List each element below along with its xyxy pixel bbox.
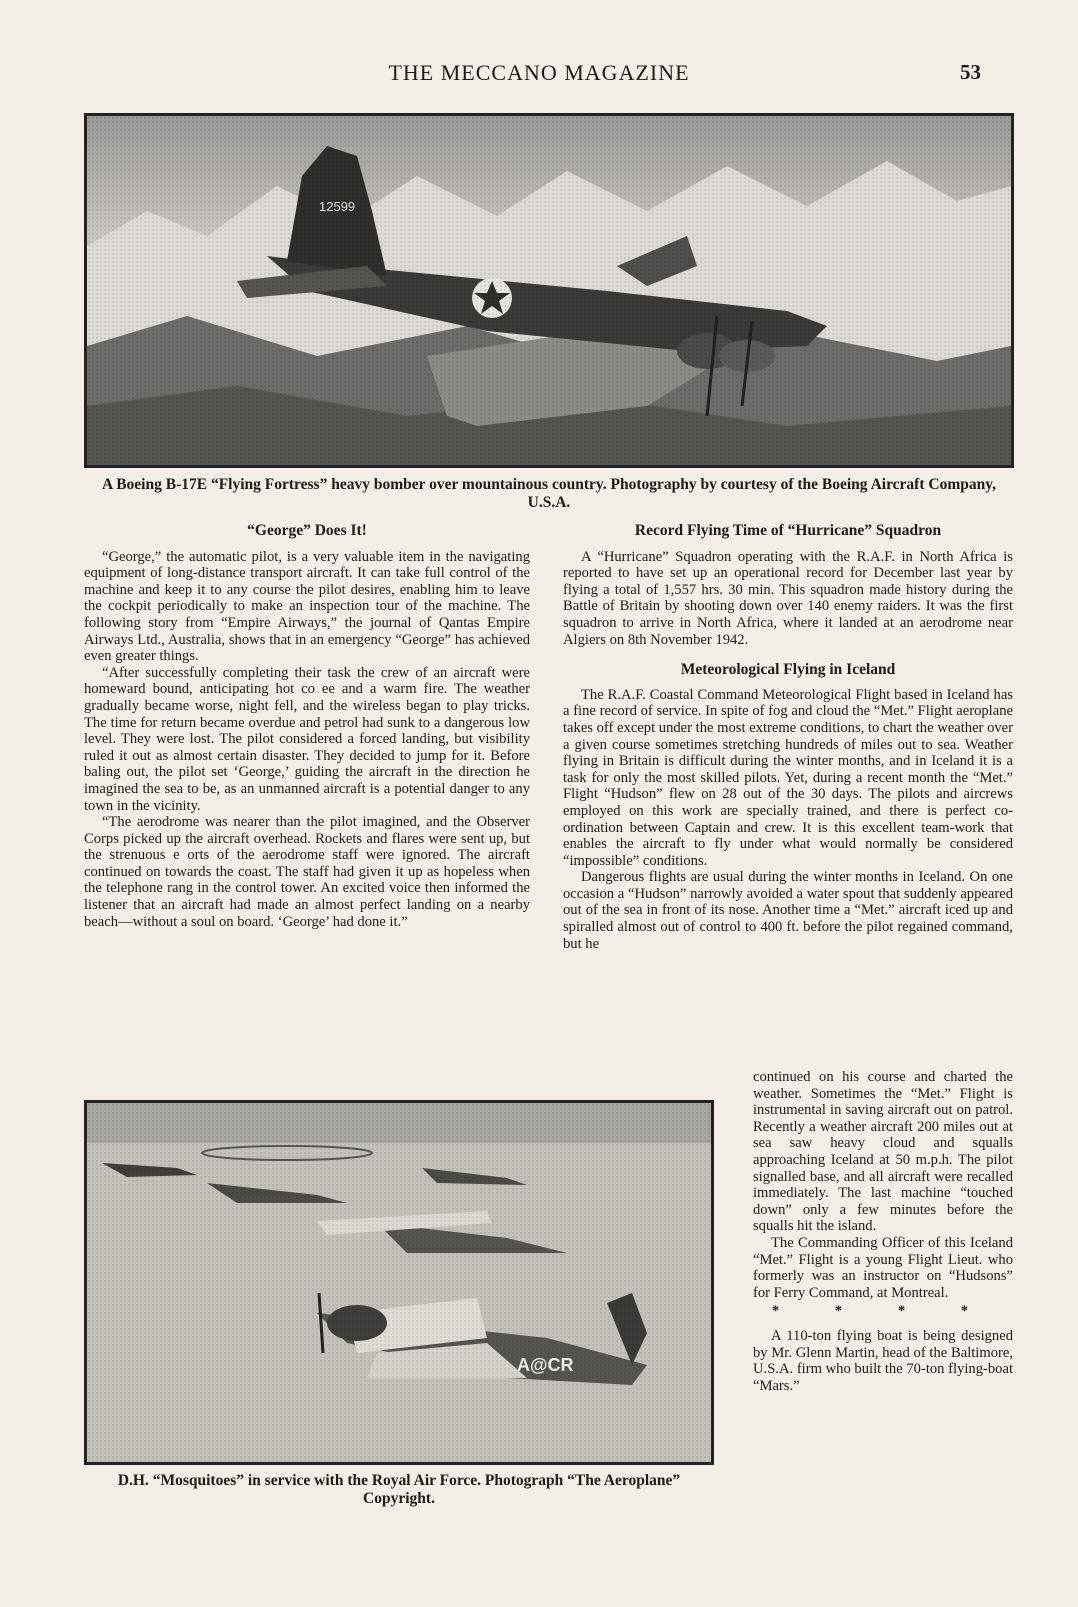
george-paragraph-3: “The aerodrome was nearer than the pilot imagined, and the Observer Corps picked up the aircraft overhead. Rockets and flares were sent up, but the strenuous e orts of the aerodrome staff were ignored. The aircraft continued on towards the coast. The staff had given it up as hopeless when the telephone rang in the control tower. An excited voice then informed the listener that an aircraft had made an almost perfect landing on a nearby beach—without a soul on board. ‘George’ had done it.” [84,814,530,930]
mosquitoes-caption: D.H. “Mosquitoes” in service with the Royal Air Force. Photograph “The Aeroplane” Copyright. [117,1472,681,1507]
magazine-title: THE MECCANO MAGAZINE [388,60,690,85]
flying-boat-paragraph: A 110-ton flying boat is being designed by Mr. Glenn Martin, head of the Baltimore, U.S.A. firm who built the 70-ton flying-boat “Mars.” [753,1327,1013,1394]
mosquitoes-illustration [87,1103,711,1462]
mosquitoes-photo [84,1100,714,1465]
iceland-heading: Meteorological Flying in Iceland [680,661,896,679]
article-column-right-narrow [753,1069,1013,1394]
page-number: 53 [960,60,981,84]
b17-caption: A Boeing B-17E “Flying Fortress” heavy bomber over mountainous country. Photography by courtesy of the Boeing Aircraft Company, U.S.A. [102,476,996,511]
iceland-paragraph-2-start: Dangerous flights are usual during the winter months in Iceland. On one occasion a “Hudson” narrowly avoided a water spout that suddenly appeared out of the sea in front of its nose. Another time a “Met.” aircraft iced up and spiralled almost out of control to 400 ft. before the pilot regained command, but he [563,869,1013,952]
article-column-left [84,523,530,930]
iceland-paragraph-3: The Commanding Officer of this Iceland “Met.” Flight is a young Flight Lieut. who formerly was an instructor on “Hudsons” for Ferry Command, at Montreal. [753,1234,1013,1301]
george-paragraph-2: “After successfully completing their task the crew of an aircraft were homeward bound, anticipating hot co ee and a warm fire. The weather gradually became worse, night fell, and the wireless began to play tricks. The time for return became overdue and petrol had sunk to a dangerous low level. They were lost. The pilot considered a forced landing, but visibility ruled it out as almost certain disaster. They decided to jump for it. Before baling out, the pilot set ‘George,’ guiding the aircraft in the direction he imagined the sea to be, as an unmanned aircraft is a potential danger to any town in the vicinity. [84,664,530,814]
b17-photo [84,113,1014,468]
george-paragraph-1: “George,” the automatic pilot, is a very valuable item in the navigating equipment of long-distance transport aircraft. It can take full control of the machine and keep it to any course the pilot desires, enabling him to leave the cockpit periodically to make an inspection tour of the machine. The following story from “Empire Airways,” the journal of Qantas Empire Airways Ltd., Australia, shows that in an emergency “George” has achieved even greater things. [84,548,530,665]
hurricane-paragraph: A “Hurricane” Squadron operating with the R.A.F. in North Africa is reported to have set up an operational record for December last year by flying a total of 1,557 hrs. 30 min. This squadron made history during the Battle of Britain by shooting down over 140 enemy raiders. It was the first squadron to arrive in North Africa, where it landed at an aerodrome near Algiers on 8th November 1942. [563,548,1013,648]
section-separator: * * * * [771,1303,995,1320]
b17-illustration [87,116,1011,465]
iceland-paragraph-1: The R.A.F. Coastal Command Meteorological Flight based in Iceland has a fine record of service. In spite of fog and cloud the “Met.” Flight aeroplane takes off except under the most extreme conditions, to chart the weather over a given course sometimes stretching hundreds of miles out to sea. Weather flying in Britain is difficult during the winter months, and in Iceland it is a task for only the most skilled pilots. Yet, during a recent month the “Met.” Flight “Hudson” flew on 28 out of the 30 days. The pilots and aircrews employed on this work are specially trained, and there is perfect co-ordination between Captain and crew. It is this excellent team-work that enables the aircraft to fly under what would normally be considered “impossible” conditions. [563,686,1013,869]
george-heading: “George” Does It! [247,522,367,539]
iceland-paragraph-2-continued: continued on his course and charted the weather. Sometimes the “Met.” Flight is instrumental in saving aircraft out on patrol. Recently a weather aircraft 200 miles out at sea saw heavy cloud and squalls approaching Iceland at 50 m.p.h. The pilot signalled base, and all aircraft were recalled immediately. The last machine “touched down” only a few minutes before the squalls hit the island. [753,1069,1013,1235]
article-column-right [563,523,1013,952]
hurricane-heading: Record Flying Time of “Hurricane” Squadron [634,522,942,539]
